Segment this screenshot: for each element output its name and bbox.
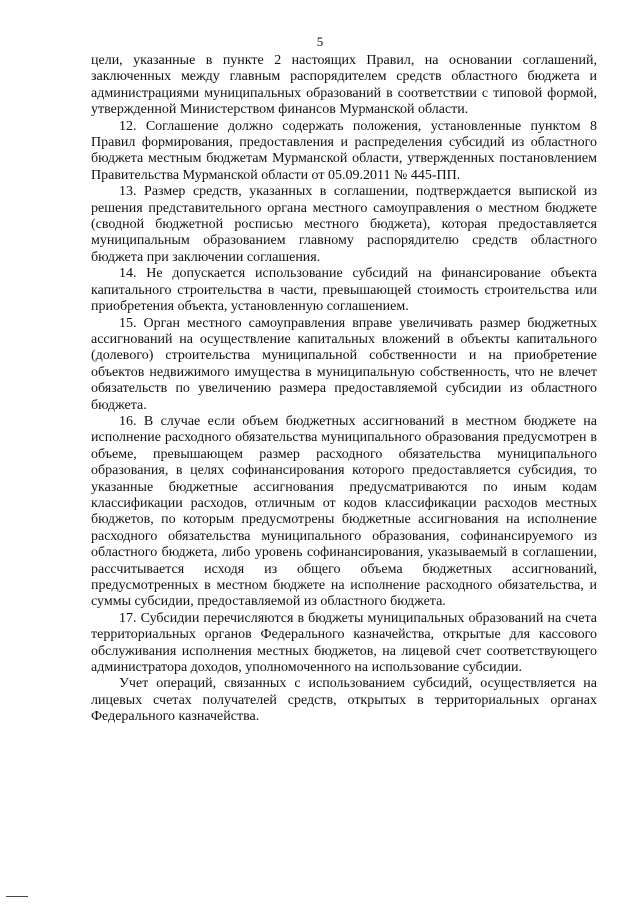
paragraph-17: 17. Субсидии перечисляются в бюджеты муниципальных образований на счета территориальных органов Федерального казначейства, открытые для кассового обслуживания исполнения местных бюджетов, на лицевой счет соответствующего администратора доходов, уполномоченного на использование субсидии. xyxy=(91,610,597,676)
paragraph-13: 13. Размер средств, указанных в соглашении, подтверждается выпиской из решения представительного органа местного самоуправления о местном бюджете (сводной бюджетной росписью местного бюджета), которая предоставляется муниципальным образованием главному распорядителю средств областного бюджета при заключении соглашения. xyxy=(91,184,597,265)
paragraph-14: 14. Не допускается использование субсидий на финансирование объекта капитального строительства в части, превышающей стоимость строительства или приобретения объекта, установленную соглашением. xyxy=(91,266,597,315)
paragraph-12: 12. Соглашение должно содержать положения, установленные пунктом 8 Правил формирования, предоставления и распределения субсидий из областного бюджета местным бюджетам Мурманской области, утвержденных постановлением Правительства Мурманской области от 05.09.2011 № 445-ПП. xyxy=(91,118,597,183)
paragraph-continuation: цели, указанные в пункте 2 настоящих Правил, на основании соглашений, заключенных между главным распорядителем средств областного бюджета и администрациями муниципальных образований в соответствии с типовой формой, утвержденной Министерством финансов Мурманской области. xyxy=(91,53,597,118)
paragraph-15: 15. Орган местного самоуправления вправе увеличивать размер бюджетных ассигнований на осуществление капитальных вложений в объекты капитального (долевого) строительства муниципальной собственности и на приобретение объектов недвижимого имущества в муниципальную собственность, что не влечет обязательств по увеличению размера предоставляемой субсидии из областного бюджета. xyxy=(91,315,597,413)
paragraph-accounting: Учет операций, связанных с использованием субсидий, осуществляется на лицевых счетах получателей средств, открытых в территориальных органах Федерального казначейства. xyxy=(91,676,597,725)
document-body xyxy=(91,53,597,726)
paragraph-16: 16. В случае если объем бюджетных ассигнований в местном бюджете на исполнение расходного обязательства муниципального образования предусмотрен в объеме, превышающем размер расходного обязательства муниципального образования, в целях софинансирования которого предоставляется субсидия, то указанные бюджетные ассигнования предусматриваются по иным кодам классификации расходов, отличным от кодов классификации расходов местных бюджетов, по которым предусмотрены бюджетные ассигнования на исполнение расходного обязательства муниципального образования, софинансируемого из областного бюджета, либо уровень софинансирования, указываемый в соглашении, рассчитывается исходя из общего объема бюджетных ассигнований, предусмотренных в местном бюджете на исполнение расходного обязательства, и суммы субсидии, предоставляемой из областного бюджета. xyxy=(91,413,597,610)
margin-mark xyxy=(6,896,28,897)
page-number: 5 xyxy=(316,34,324,49)
